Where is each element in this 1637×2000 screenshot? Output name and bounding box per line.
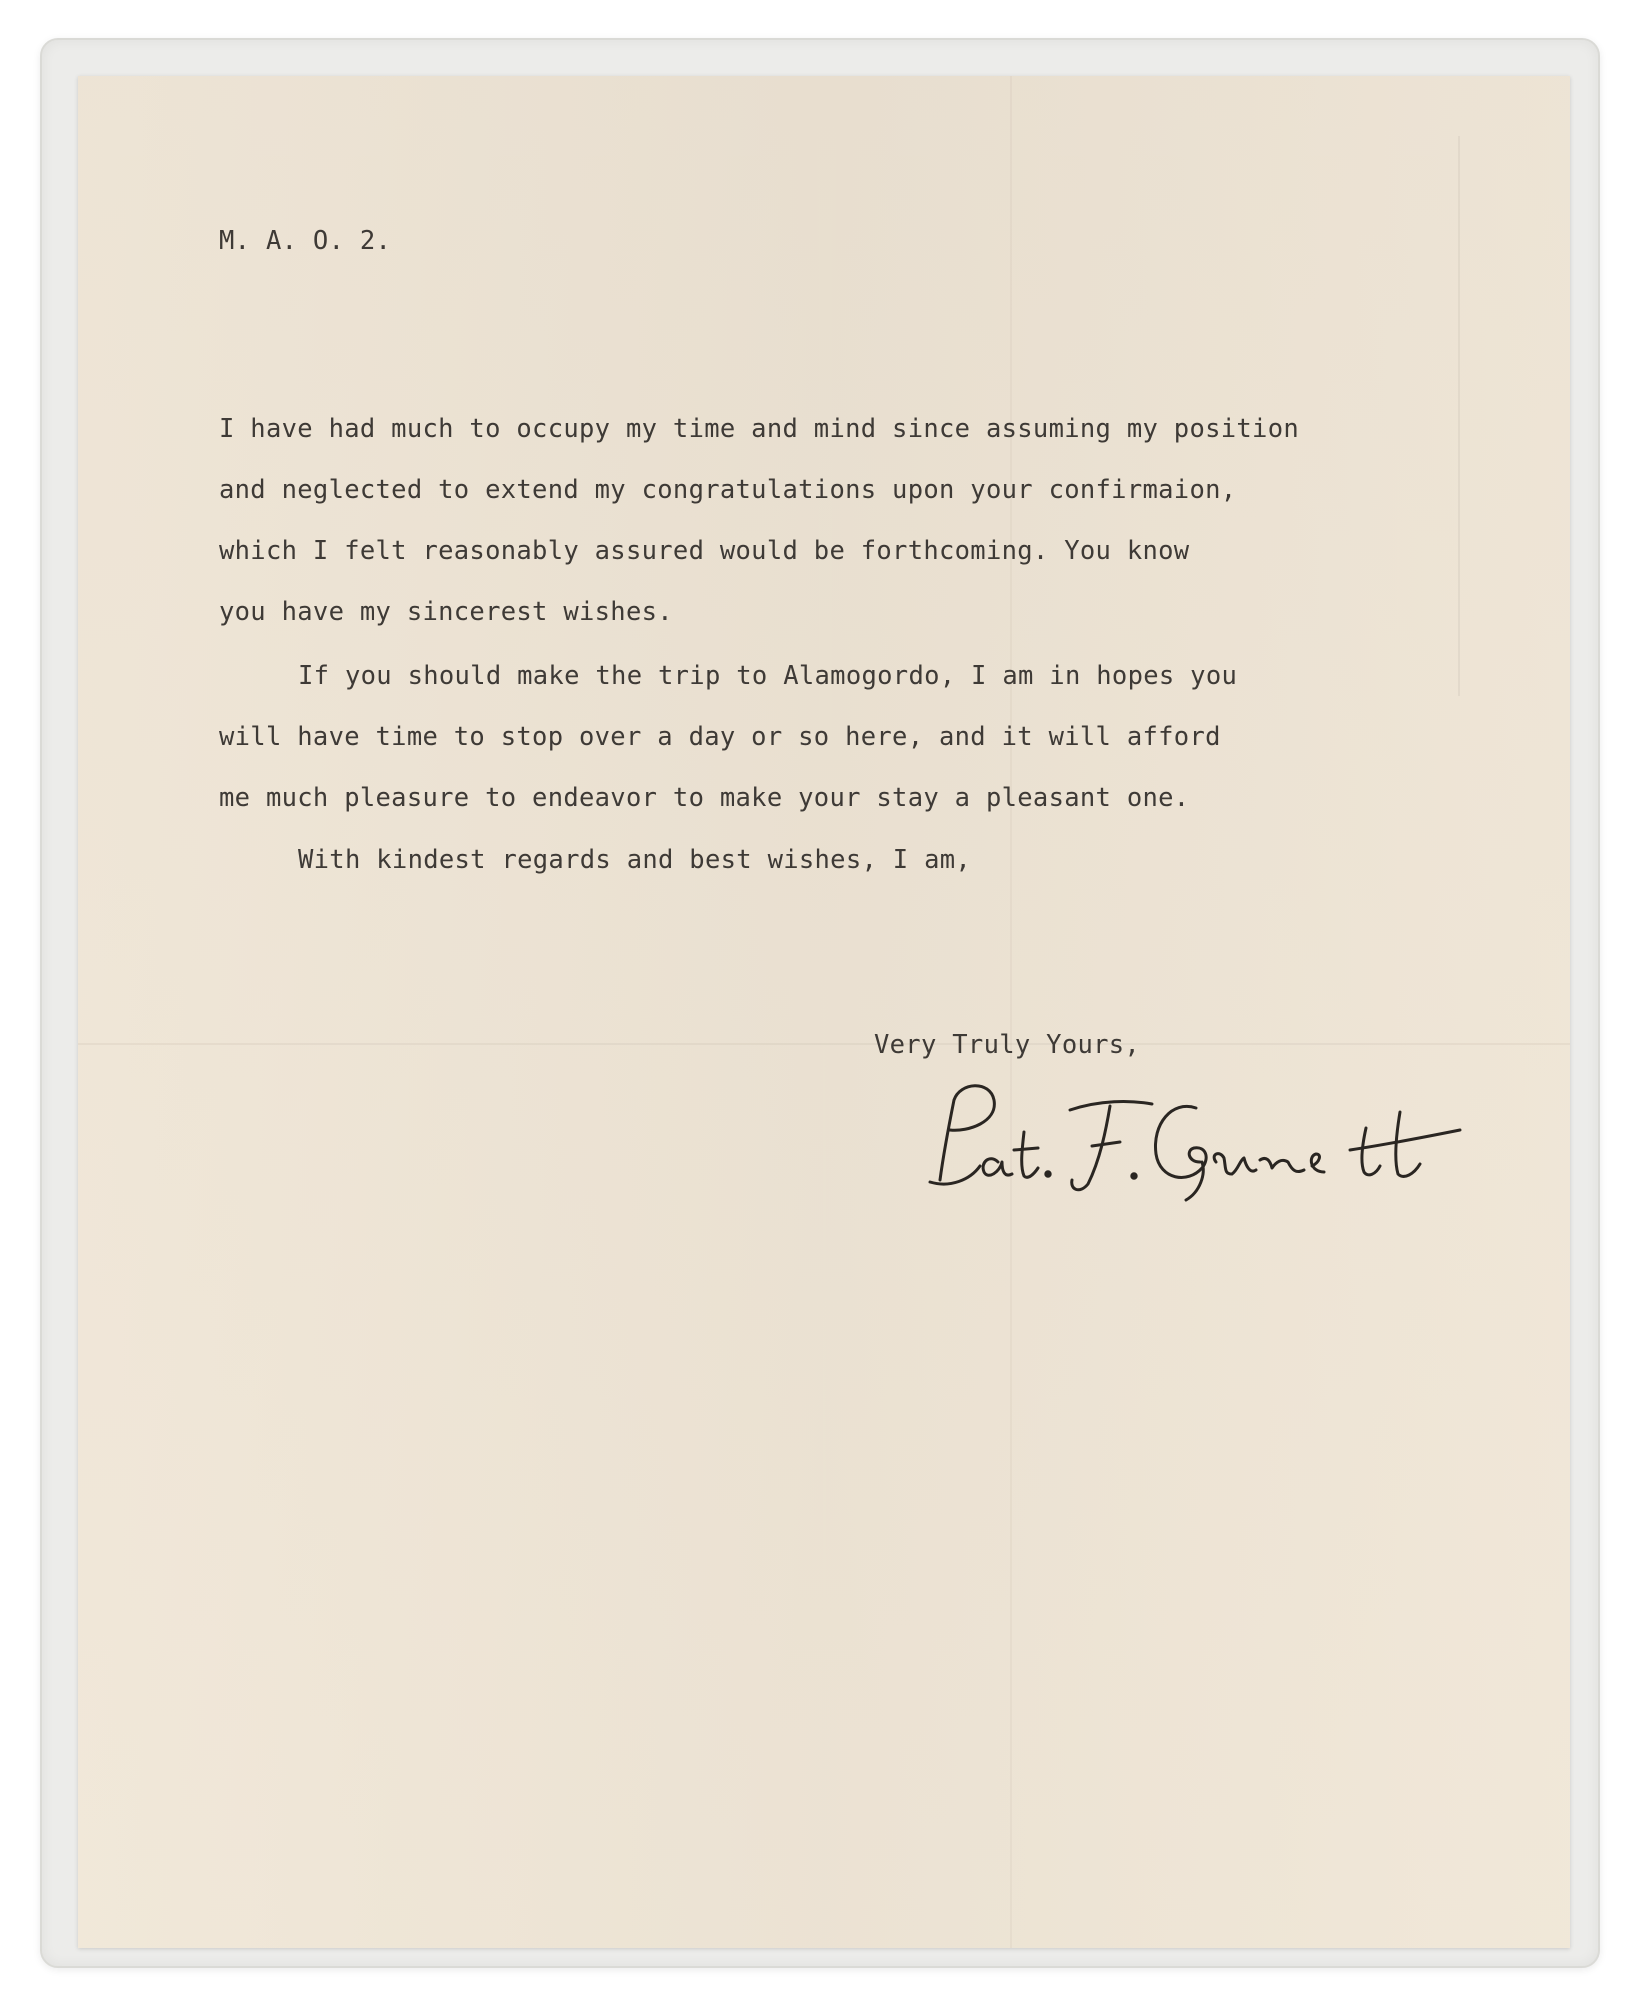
reference-code: M. A. O. 2. [219, 226, 392, 256]
paragraph2-line: me much pleasure to endeavor to make your stay a pleasant one. [219, 783, 1190, 813]
fold-line-vertical [1010, 76, 1012, 1948]
paragraph1-line: which I felt reasonably assured would be forthcoming. You know [219, 536, 1190, 566]
paragraph2-line: will have time to stop over a day or so here, and it will afford [219, 722, 1221, 752]
letter-page [78, 76, 1570, 1948]
paragraph1-line: you have my sincerest wishes. [219, 597, 673, 627]
paragraph1-line: and neglected to extend my congratulations upon your confirmaion, [219, 475, 1237, 505]
fold-line-horizontal [78, 1043, 1570, 1045]
handwritten-signature [920, 1070, 1480, 1220]
paragraph2-line: If you should make the trip to Alamogordo, I am in hopes you [298, 661, 1238, 691]
paragraph3-line: With kindest regards and best wishes, I am, [298, 845, 972, 875]
paragraph1-line: I have had much to occupy my time and mind since assuming my position [219, 414, 1300, 444]
show-through-rule [1458, 136, 1460, 696]
closing-line: Very Truly Yours, [874, 1030, 1141, 1060]
